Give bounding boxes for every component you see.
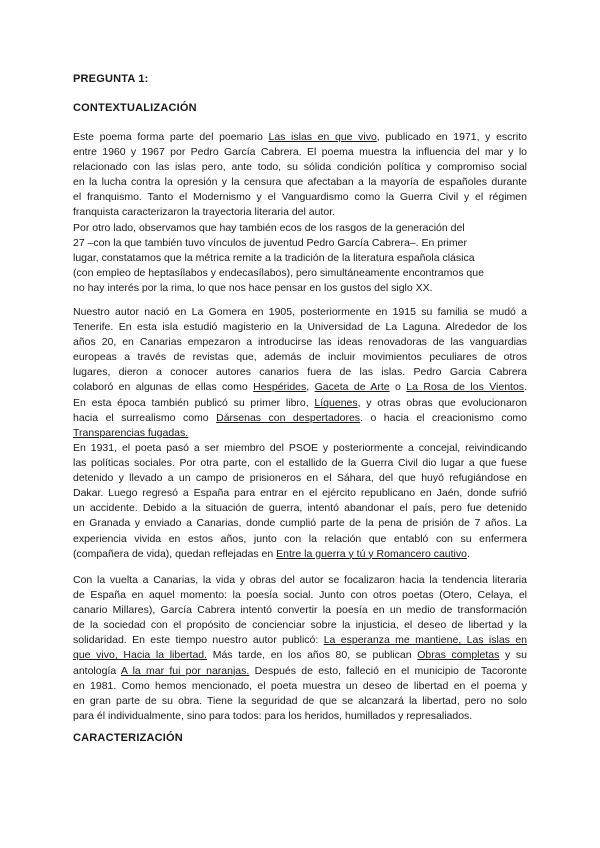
text-line: detenido y llevado a un campo de prisioneros en el Sáhara, del que huyó refugiándose en (73, 472, 527, 485)
text-line: de la sociedad con el propósito de concienciar sobre la injusticia, el deseo de libertad y la (73, 619, 527, 632)
text-line: europeas a través de revistas que, además de incluir movimientos peculiares de otros (73, 351, 527, 364)
text-line: (compañera de vida), quedan reflejadas en Entre la guerra y tú y Romancero cautivo. (73, 547, 470, 560)
text-line: hacia el surrealismo como Dársenas con despertadores. o hacia el creacionismo como (73, 411, 527, 424)
paragraph-1 (73, 130, 527, 296)
paragraph-3 (73, 441, 527, 562)
text-line: lugar, constatamos que la métrica remite a la tradición de la literatura española clásica (73, 251, 475, 264)
text-line: Tenerife. En esta isla estudió magisterio en la Universidad de La Laguna. Alrededor de los (73, 321, 527, 334)
text-line: Este poema forma parte del poemario Las islas en que vivo, publicado en 1971, y escrito (73, 131, 527, 143)
book-title: Obras completas (417, 649, 500, 662)
book-title: La esperanza me mantiene, Las islas en (323, 634, 527, 647)
text-line: Nuestro autor nació en La Gomera en 1905, posteriormente en 1915 su familia se mudó a (73, 306, 527, 318)
text-line: Dakar. Luego regresó a España para entrar en el ejército republicano en Jaén, donde sufrió (73, 487, 527, 500)
book-title-link: Las islas en que vivo (268, 131, 377, 143)
text-line: solidaridad. En este tiempo nuestro autor publicó: La esperanza me mantiene, Las islas en (73, 634, 527, 647)
text-line: entre 1960 y 1967 por Pedro García Cabrera. El poema muestra la influencia del mar y lo (73, 146, 527, 159)
journal-title: La Rosa de los Vientos (406, 381, 525, 394)
text-line: Por otro lado, observamos que hay también ecos de los rasgos de la generación del (73, 221, 465, 234)
book-title: Entre la guerra y tú y Romancero cautivo (276, 547, 467, 560)
book-title: Líquenes (314, 396, 358, 409)
book-title: Dársenas con despertadores (216, 411, 361, 424)
text-line (73, 426, 527, 441)
text-line: en gran parte de su obra. Tiene la seguridad de que se alcanzará la libertad, pero no solo (73, 694, 527, 707)
text-line: años 20, en Canarias empezaron a introducirse las ideas renovadoras de las vanguardias (73, 336, 527, 349)
text-line: colaboró en algunas de ellas como Hespérides, Gaceta de Arte o La Rosa de los Vientos. (73, 381, 527, 394)
book-title: que vivo, Hacia la libertad. (73, 649, 208, 662)
text-line: en Granada y enviado a Canarias, donde cumplió parte de la pena de prisión de 7 años. La (73, 517, 527, 530)
text-line: Con la vuelta a Canarias, la vida y obras del autor se focalizaron hacia la tendencia literaria (73, 574, 527, 586)
book-title: Transparencias fugadas. (73, 426, 189, 439)
text-line: que vivo, Hacia la libertad. Más tarde, en los años 80, se publican Obras completas y su (73, 649, 527, 662)
text-line: 27 –con la que también tuvo vínculos de juventud Pedro García Cabrera–. En primer (73, 236, 467, 249)
paragraph-2 (73, 305, 527, 441)
text-line: el franquismo. Tanto el Modernismo y el Vanguardismo como la Guerra Civil y el régimen (73, 191, 527, 204)
text-line: (con empleo de heptasílabos y endecasílabos), pero simultáneamente encontramos que (73, 266, 484, 279)
journal-title: Hespérides (253, 381, 307, 394)
text-line: en la lucha contra la opresión y la censura que afectaban a la mayoría de españoles durante (73, 176, 527, 189)
text-line: de España en aquel momento: la poesía social. Junto con otros poetas (Otero, Celaya, el (73, 589, 527, 602)
journal-title: Gaceta de Arte (314, 381, 390, 394)
text-line: En 1931, el poeta pasó a ser miembro del PSOE y posteriormente a concejal, reivindicando (73, 442, 527, 454)
text-line: antología A la mar fui por naranjas. Después de esto, falleció en el municipio de Tacoronte (73, 664, 527, 677)
book-title: A la mar fui por naranjas. (120, 664, 250, 677)
question-label: PREGUNTA 1: (73, 73, 149, 85)
paragraph-4 (73, 573, 527, 724)
text-line: en 1981. Como hemos mencionado, el poeta muestra un deseo de libertad en el poema y (73, 679, 527, 692)
text-line: franquista caracterizaron la trayectoria literaria del autor. (73, 206, 336, 219)
text-line: un accidente. Debido a la situación de guerra, intentó abandonar el país, pero fue detenido (73, 502, 527, 515)
text-line: canario Millares), García Cabrera intentó convertir la poesía en un medio de transformación (73, 604, 527, 617)
text-line: En esta época también publicó su primer libro, Líquenes, y otras obras que evolucionaron (73, 396, 527, 409)
text-line: las políticas sociales. Por otra parte, con el estallido de la Guerra Civil dio lugar a que fuese (73, 457, 527, 470)
text-line: relacionado con las islas pero, ante todo, su sólida condición política y compromiso social (73, 161, 527, 174)
section-title-contextualizacion: CONTEXTUALIZACIÓN (73, 102, 197, 114)
section-title-caracterizacion: CARACTERIZACIÓN (73, 732, 183, 744)
text-line: no hay interés por la rima, lo que nos hace pensar en los gustos del siglo XX. (73, 281, 433, 294)
text-line: lugares, dieron a conocer autores canarios fuera de las islas. Pedro Garcia Cabrera (73, 366, 527, 379)
text-line: para él individualmente, sino para todos: para los heridos, humillados y represaliados. (73, 709, 473, 722)
text-line: experiencia vivida en estos años, junto con la relación que entabló con su enfermera (73, 532, 527, 545)
